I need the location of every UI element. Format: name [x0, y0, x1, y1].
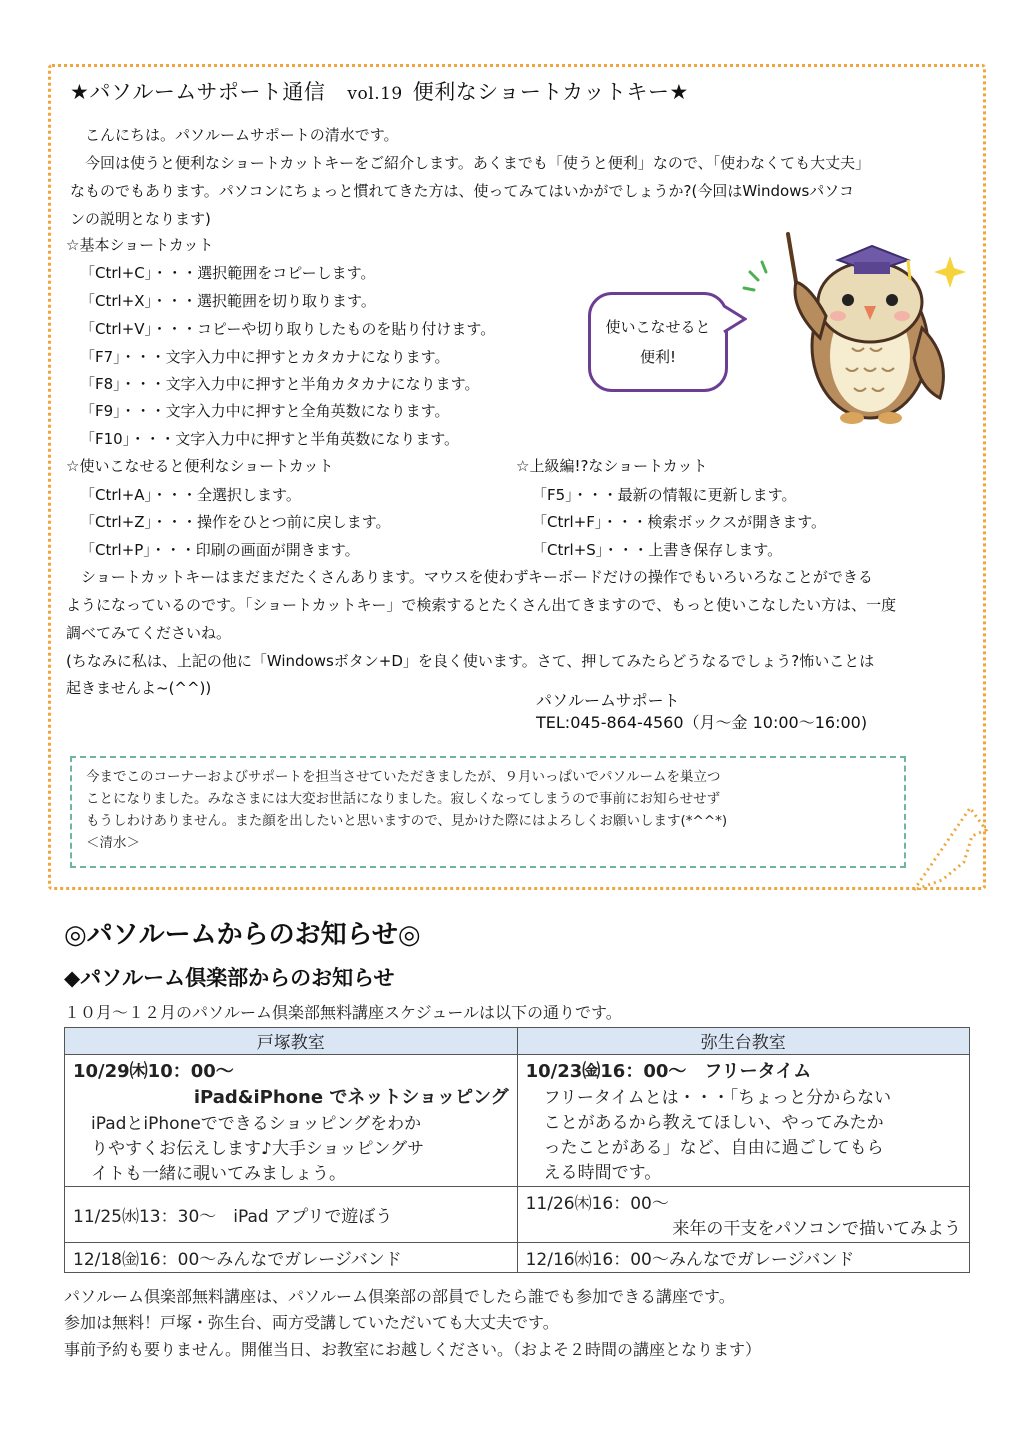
session-entry: 11/25㈬13：30～ iPad アプリで遊ぼう — [73, 1207, 393, 1227]
header-yayoidai: 弥生台教室 — [517, 1028, 969, 1055]
session-desc: ことがあるから教えてほしい、やってみたか — [543, 1113, 884, 1133]
session-desc: りやすくお伝えします♪大手ショッピングサ — [91, 1139, 425, 1159]
shortcut-item: 「Ctrl+Z」・・・操作をひとつ前に戻します。 — [80, 513, 391, 531]
table-cell — [517, 1187, 969, 1243]
volume-number: vol.19 — [347, 84, 403, 104]
star-icon: ★ — [70, 80, 90, 104]
signature-tel: TEL:045-864-4560（月～金 10:00～16:00) — [536, 713, 868, 732]
shortcut-item: 「Ctrl+F」・・・検索ボックスが開きます。 — [532, 513, 827, 531]
session-title: iPad&iPhone でネットショッピング — [193, 1087, 509, 1108]
newsletter-topic: 便利なショートカットキー — [412, 80, 670, 104]
shortcut-item: 「Ctrl+C」・・・選択範囲をコピーします。 — [80, 264, 376, 282]
table-cell — [65, 1187, 518, 1243]
advanced-heading: ☆上級編!?なショートカット — [516, 457, 708, 475]
shortcut-item: 「F7」・・・文字入力中に押すとカタカナになります。 — [80, 348, 450, 366]
shortcut-item: 「Ctrl+A」・・・全選択します。 — [80, 486, 301, 504]
session-entry: 12/16㈬16：00～みんなでガレージバンド — [525, 1250, 855, 1270]
table-row — [65, 1187, 970, 1243]
farewell-line: もうしわけありません。また顔を出したいと思いますので、見かけた際にはよろしくお願いします(*^^*) — [86, 813, 728, 829]
shortcut-item: 「Ctrl+V」・・・コピーや切り取りしたものを貼り付けます。 — [80, 320, 496, 338]
shortcut-item: 「Ctrl+S」・・・上書き保存します。 — [532, 541, 783, 559]
table-cell — [517, 1243, 969, 1273]
intro-line: こんにちは。パソルームサポートの清水です。 — [70, 126, 399, 144]
table-row — [65, 1243, 970, 1273]
outro-line: 起きませんよ~(^^)) — [66, 679, 212, 697]
session-date: 10/29㈭10：00～ — [73, 1061, 234, 1082]
session-entry: 12/18㈮16：00～みんなでガレージバンド — [73, 1250, 402, 1270]
announcement-subtitle: ◆パソルーム倶楽部からのお知らせ — [64, 966, 395, 990]
session-desc: ったことがある」など、自由に過ごしてもら — [543, 1138, 884, 1158]
session-desc: える時間です。 — [543, 1163, 662, 1183]
shortcut-item: 「F10」・・・文字入力中に押すと半角英数になります。 — [80, 430, 460, 448]
session-desc: イトも一緒に覗いてみましょう。 — [91, 1164, 346, 1184]
speech-bubble — [588, 292, 728, 392]
outro-line: (ちなみに私は、上記の他に「Windowsボタン+D」を良く使います。さて、押してみたらどうなるでしょう?怖いことは — [66, 652, 875, 670]
footer-note: 事前予約も要りません。開催当日、お教室にお越しください。（およそ２時間の講座となります） — [64, 1340, 761, 1359]
newsletter-title: ★パソルームサポート通信 vol.19 便利なショートカットキー★ — [70, 80, 689, 104]
shortcut-item: 「F9」・・・文字入力中に押すと全角英数になります。 — [80, 402, 450, 420]
session-date: 11/26㈭16：00～ — [525, 1194, 669, 1214]
shortcut-item: 「F8」・・・文字入力中に押すと半角カタカナになります。 — [80, 375, 480, 393]
outro-line: ショートカットキーはまだまだたくさんあります。マウスを使わずキーボードだけの操作でもいろいろなことができる — [66, 568, 873, 586]
table-cell — [65, 1243, 518, 1273]
table-cell — [517, 1055, 969, 1187]
session-title: 来年の干支をパソコンで描いてみよう — [672, 1219, 961, 1239]
farewell-signature: ＜清水＞ — [86, 835, 140, 851]
shortcut-item: 「F5」・・・最新の情報に更新します。 — [532, 486, 797, 504]
table-row — [65, 1055, 970, 1187]
star-icon: ★ — [669, 80, 689, 104]
intro-line: 今回は使うと便利なショートカットキーをご紹介します。あくまでも「使うと便利」なので、「使わなくても大丈夫」 — [70, 154, 871, 172]
session-desc: iPadとiPhoneでできるショッピングをわか — [91, 1114, 422, 1134]
shortcut-item: 「Ctrl+X」・・・選択範囲を切り取ります。 — [80, 292, 376, 310]
footer-note: パソルーム倶楽部無料講座は、パソルーム倶楽部の部員でしたら誰でも参加できる講座です。 — [64, 1287, 735, 1306]
outro-line: ようになっているのです。「ショートカットキー」で検索するとたくさん出てきますので、もっと使いこなしたい方は、一度 — [66, 596, 897, 614]
bubble-line: 便利! — [639, 348, 676, 366]
farewell-notice — [70, 756, 906, 868]
intro-line: なものでもあります。パソコンにちょっと慣れてきた方は、使ってみてはいかがでしょうか?(今回はWindowsパソコ — [70, 182, 854, 200]
farewell-line: ことになりました。みなさまには大変お世話になりました。寂しくなってしまうので事前にお知らせせず — [86, 791, 721, 807]
farewell-line: 今までこのコーナーおよびサポートを担当させていただきましたが、９月いっぱいでパソルームを巣立つ — [86, 769, 721, 785]
bubble-line: 使いこなせると — [605, 318, 711, 336]
shortcut-item: 「Ctrl+P」・・・印刷の画面が開きます。 — [80, 541, 360, 559]
header-totsuka: 戸塚教室 — [65, 1028, 518, 1055]
footer-note: 参加は無料！戸塚・弥生台、両方受講していただいても大丈夫です。 — [64, 1313, 559, 1332]
useful-heading: ☆使いこなせると便利なショートカット — [66, 457, 334, 475]
session-desc: フリータイムとは・・・「ちょっと分からない — [543, 1088, 892, 1108]
schedule-intro: １０月～１２月のパソルーム倶楽部無料講座スケジュールは以下の通りです。 — [64, 1003, 622, 1022]
session-date: 10/23㈮16：00～ フリータイム — [525, 1061, 812, 1082]
announcement-title: ◎パソルームからのお知らせ◎ — [64, 920, 421, 950]
page-fold-corner — [912, 802, 992, 894]
schedule-table — [64, 1027, 970, 1273]
intro-line: ンの説明となります) — [70, 210, 211, 228]
basic-heading: ☆基本ショートカット — [66, 236, 214, 254]
table-cell — [65, 1055, 518, 1187]
owl-teacher-illustration — [740, 228, 972, 438]
signature-name: パソルームサポート — [536, 691, 680, 710]
outro-line: 調べてみてくださいね。 — [66, 624, 232, 642]
table-header-row — [65, 1028, 970, 1055]
